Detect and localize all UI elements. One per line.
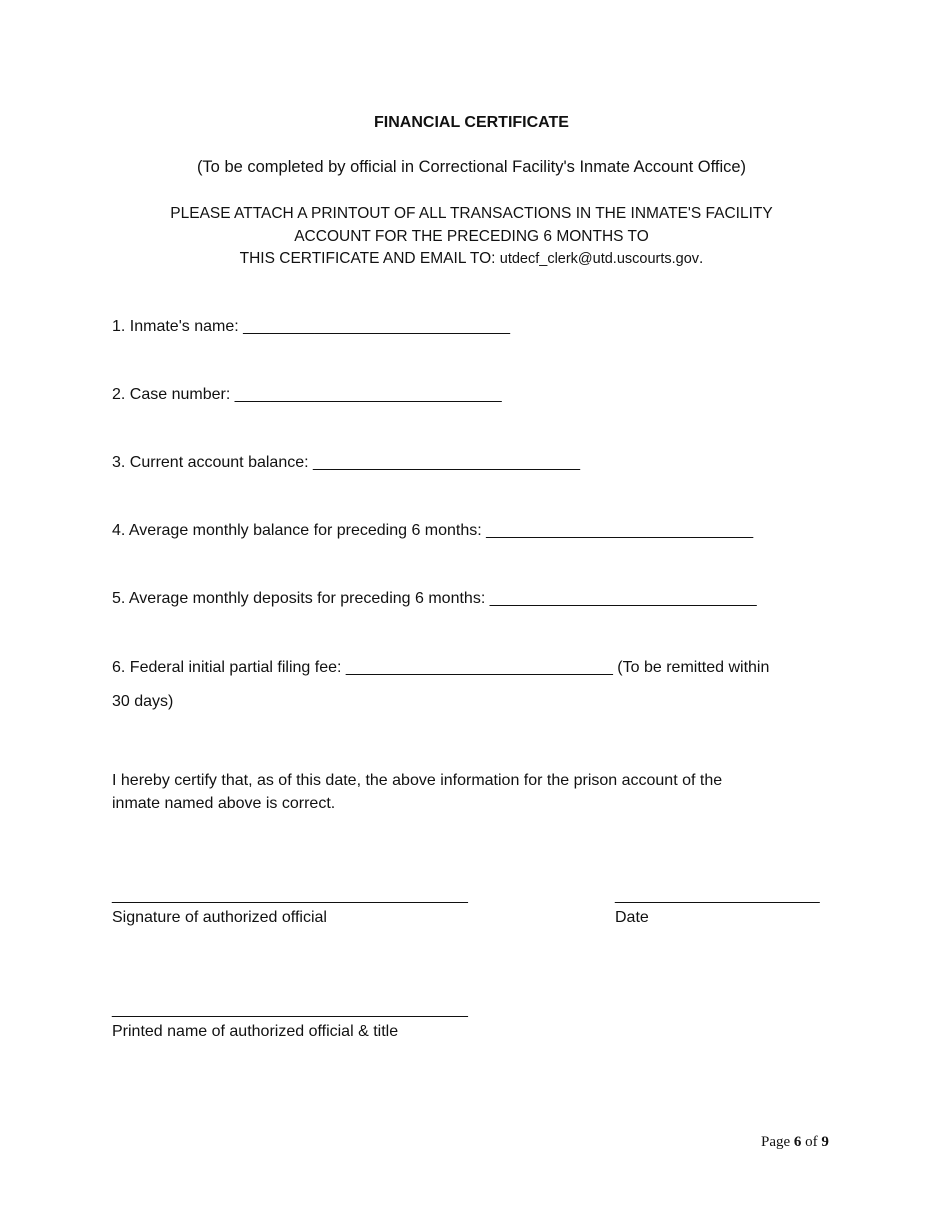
field-filing-fee-label: 6. Federal initial partial filing fee:: [112, 659, 346, 676]
email-address: utdecf_clerk@utd.uscourts.gov: [499, 251, 700, 267]
page-number: [761, 1134, 829, 1151]
page-of-word: of: [801, 1134, 822, 1150]
certification-line-1: I hereby certify that, as of this date, the above information for the prison account of the: [112, 772, 723, 789]
field-filing-fee: [112, 659, 769, 677]
field-average-balance-blank[interactable]: ______________________________: [486, 522, 754, 539]
field-average-deposits: [112, 590, 757, 608]
instruction-line-3: [0, 250, 943, 268]
page-total: 9: [821, 1134, 829, 1150]
field-inmate-name: [112, 318, 510, 336]
signature-line[interactable]: ________________________________________: [112, 887, 468, 904]
printed-name-line[interactable]: ________________________________________: [112, 1001, 468, 1018]
page-current: 6: [793, 1134, 802, 1150]
field-average-balance-label: 4. Average monthly balance for preceding 6 months:: [112, 522, 487, 539]
field-inmate-name-label: 1. Inmate's name:: [112, 318, 244, 335]
field-case-number-label: 2. Case number:: [112, 386, 235, 403]
field-case-number: [112, 386, 502, 404]
date-line[interactable]: _______________________: [615, 887, 820, 904]
field-filing-fee-note-continued: 30 days): [112, 693, 174, 710]
field-filing-fee-note: (To be remitted within: [612, 659, 770, 676]
page-word: Page: [761, 1134, 794, 1150]
document-subtitle: (To be completed by official in Correctional Facility's Inmate Account Office): [196, 158, 747, 176]
field-average-deposits-label: 5. Average monthly deposits for preceding 6 months:: [112, 590, 490, 607]
field-average-deposits-blank[interactable]: ______________________________: [489, 590, 757, 607]
date-label: Date: [615, 909, 649, 926]
field-current-balance: [112, 454, 580, 472]
field-filing-fee-blank[interactable]: ______________________________: [345, 659, 613, 676]
instruction-line-3-prefix: THIS CERTIFICATE AND EMAIL TO:: [239, 250, 500, 267]
certification-line-2: inmate named above is correct.: [112, 795, 336, 812]
field-case-number-blank[interactable]: ______________________________: [234, 386, 502, 403]
instruction-line-1: PLEASE ATTACH A PRINTOUT OF ALL TRANSACTIONS IN THE INMATE'S FACILITY: [170, 205, 773, 222]
instruction-line-3-suffix: .: [699, 250, 704, 267]
printed-name-label: Printed name of authorized official & title: [112, 1023, 399, 1040]
instruction-line-2: ACCOUNT FOR THE PRECEDING 6 MONTHS TO: [294, 228, 649, 245]
document-title: FINANCIAL CERTIFICATE: [374, 114, 569, 131]
signature-label: Signature of authorized official: [112, 909, 327, 926]
field-average-balance: [112, 522, 753, 540]
field-current-balance-blank[interactable]: ______________________________: [313, 454, 580, 471]
field-current-balance-label: 3. Current account balance:: [112, 454, 314, 471]
field-inmate-name-blank[interactable]: ______________________________: [243, 318, 511, 335]
